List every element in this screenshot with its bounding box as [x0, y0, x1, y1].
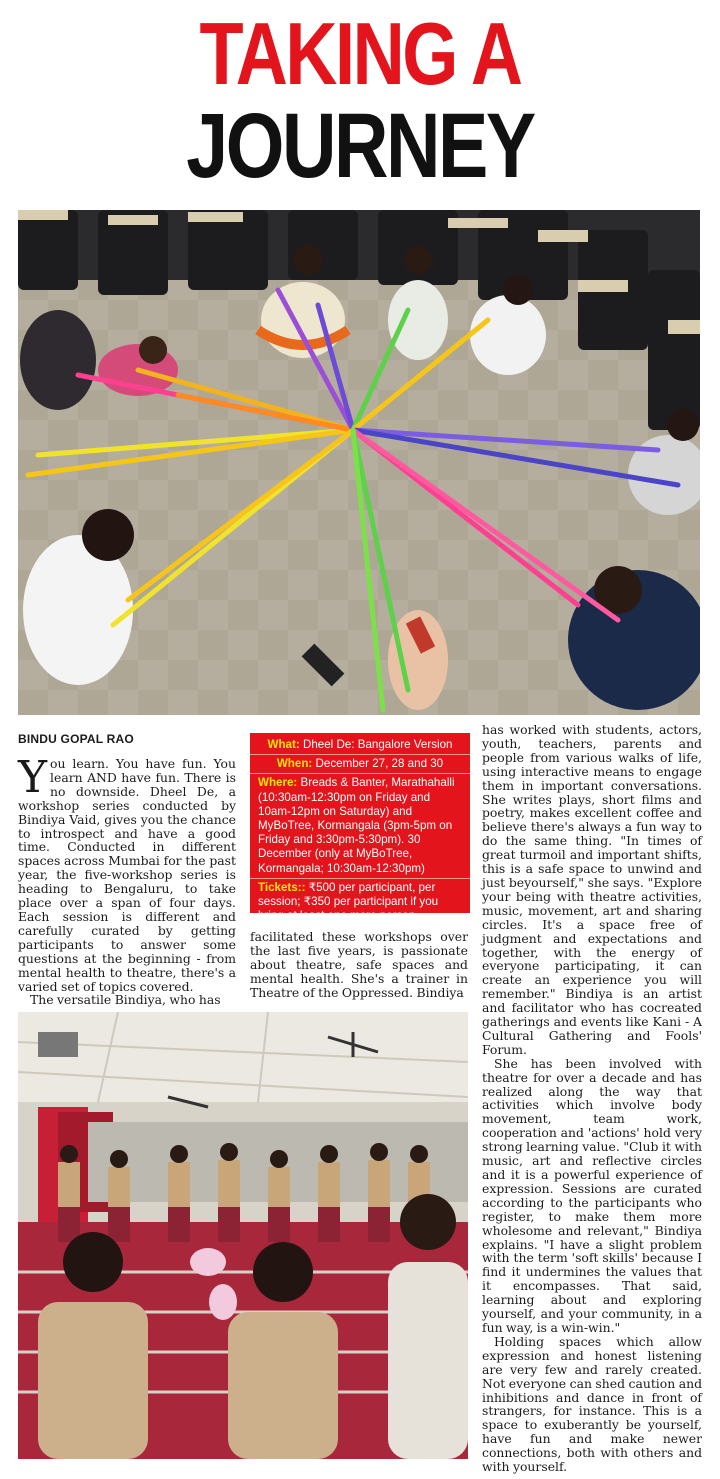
when-label: When:	[276, 757, 313, 771]
article-column-1	[18, 752, 236, 1008]
headline-line-1: TAKING A	[199, 4, 521, 103]
paragraph: The versatile Bindiya, who has	[30, 992, 221, 1008]
tickets-value: ₹500 per participant, per session; ₹350 per participant if you bring at least one more person	[258, 880, 439, 923]
article-column-3	[482, 723, 702, 1474]
school-hall-illustration	[18, 1012, 468, 1459]
paragraph: She has been involved with theatre for over a decade and has realized along the way that activities which involve body movement, team work, cooperation and 'actions' hold very strong learning value. "Club it with music, art and reflective circles and it is a powerful experience of expression. Sessions are curated according to the participants who register, to make them more wholesome and relevant," Bindiya explains. "I have a slight problem with the term 'soft skills' because I find it undermines the values that it encompasses. That said, learning about and exploring yourself, and your community, in a fun way, is a win-win."	[482, 1055, 702, 1335]
ribbon-workshop-illustration	[18, 210, 700, 715]
where-label: Where:	[258, 776, 298, 790]
dropcap: Y	[18, 752, 48, 803]
article-column-2	[250, 930, 468, 1000]
when-value: December 27, 28 and 30	[315, 757, 444, 771]
paragraph: has worked with students, actors, youth, teachers, parents and people from various walks of life, using interactive means to engage them in important conversations. She writes plays, short films and poetry, makes excellent coffee and believe there's always a fun way to do the same thing. "In times of great turmoil and important shifts, this is a safe space to unwind and just beyourself," she says. "Explore your being with theatre activities, music, movement, art and sharing circles. It's a space free of judgment and expectations and together, with the energy of everyone participating, it can create an experience you will remember." Bindiya is an artist and facilitator who has cocreated gatherings and events like Kani - A Cultural Gathering and Fools' Forum.	[482, 722, 702, 1057]
paragraph: facilitated these workshops over the last five years, is passionate about theatre, safe spaces and mental health. She's a trainer in Theatre of the Oppressed. Bindiya	[250, 929, 468, 1000]
school-students-photo	[18, 1012, 468, 1459]
event-info-box	[250, 733, 470, 923]
paragraph: Holding spaces which allow expression and honest listening are very few and rarely created. Not everyone can shed caution and inhibitions and dance in front of strangers, for instance. This is a space to exuberantly be yourself, have fun and make newer connections, both with others and with yourself.	[482, 1333, 702, 1475]
paragraph: You learn. You have fun. You learn AND have fun. There is no downside. Dheel De, a workshop series conducted by Bindiya Vaid, gives you the chance to introspect and have a good time. Conducted in different spaces across Mumbai for the past year, the five-workshop series is heading to Bengaluru, to take place over a span of four days. Each session is different and carefully curated by getting participants to answer some questions at the beginning - from mental health to theatre, there's a varied set of topics covered.	[18, 752, 236, 994]
headline-line-2: JOURNEY	[186, 95, 534, 197]
where-value: Breads & Banter, Marathahalli (10:30am-12:30pm on Friday and 10am-12pm on Saturday) and MyBoTree, Kormangala (3pm-5pm on Friday and 3:30pm-5:30pm). 30 December (only at MyBoTree, Kormangala; 10:30am-12:30pm)	[258, 776, 455, 875]
byline: BINDU GOPAL RAO	[18, 732, 134, 746]
ribbon-workshop-photo	[18, 210, 700, 715]
tickets-label: Tickets::	[258, 880, 306, 894]
what-value: Dheel De: Bangalore Version	[302, 738, 453, 751]
what-label: What:	[267, 738, 300, 751]
